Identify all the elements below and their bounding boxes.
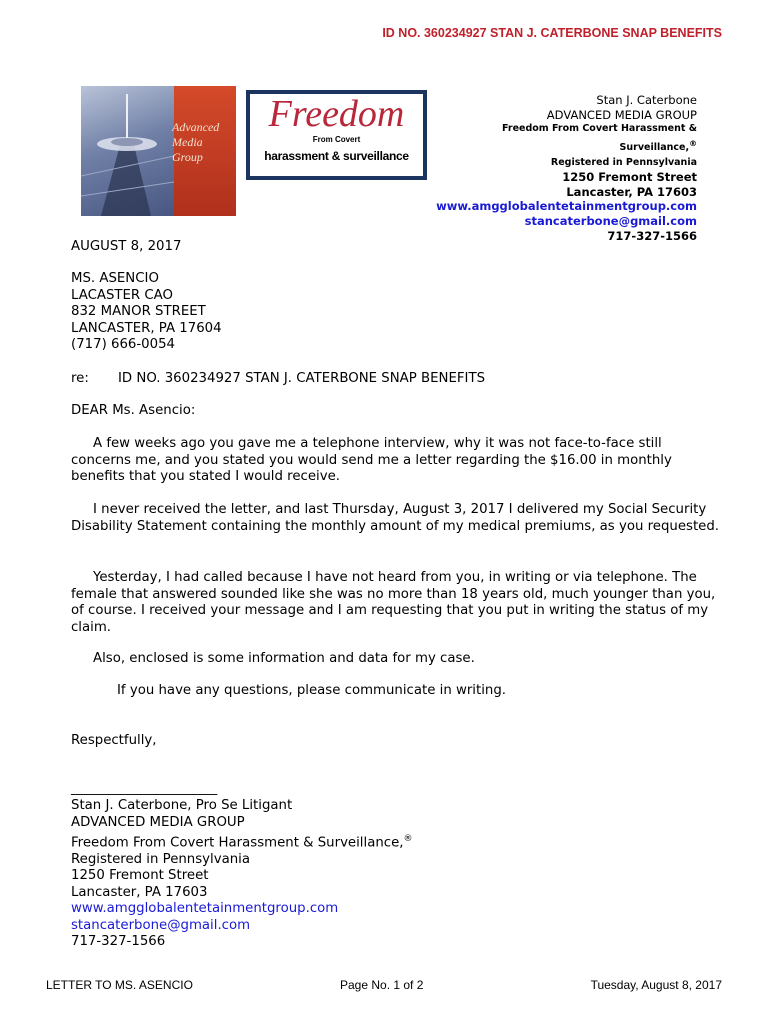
recipient-address-block [71,271,721,354]
salutation: DEAR Ms. Asencio: [71,403,196,418]
sender-phone: 717-327-1566 [607,228,697,243]
sender-freedom-line2: Surveillance,® [619,138,697,153]
signature-city: Lancaster, PA 17603 [71,884,208,900]
signature-name: Stan J. Caterbone, Pro Se Litigant [71,798,293,813]
signature-org: ADVANCED MEDIA GROUP [71,814,245,830]
registered-mark: ® [689,138,697,148]
recipient-city: LANCASTER, PA 17604 [71,320,222,336]
sender-website-link[interactable]: www.amgglobalentetainmentgroup.com [436,199,697,214]
signature-email-link[interactable]: stancaterbone@gmail.com [71,917,251,933]
recipient-office: LACASTER CAO [71,287,173,303]
signature-line: ______________________ [71,781,218,796]
amg-logo-text: Advanced Media Group [172,120,220,164]
signature-street: 1250 Fremont Street [71,868,209,884]
footer-left: LETTER TO MS. ASENCIO [46,978,193,992]
footer-page-number: Page No. 1 of 2 [340,978,424,992]
signature-website-link[interactable]: www.amgglobalentetainmentgroup.com [71,901,339,917]
registered-mark: ® [403,834,413,844]
signature-block [71,798,721,951]
sender-street: 1250 Fremont Street [562,170,697,185]
paragraph-3: Yesterday, I had called because I have not heard from you, in writing or via telephone. The female that answered sounded like she was no more than 18 years old, much younger than you, of course. I received your message and I am requesting that you put in writing the status of my claim. [71,570,716,635]
re-line [71,371,721,388]
sender-org: ADVANCED MEDIA GROUP [546,107,697,122]
freedom-logo-subtitle: From Covert [312,135,361,144]
sender-name: Stan J. Caterbone [596,93,697,107]
paragraph-4: Also, enclosed is some information and data for my case. [93,651,475,666]
closing: Respectfully, [71,733,157,748]
sender-address-block [436,93,697,243]
recipient-street: 832 MANOR STREET [71,304,206,319]
sender-city: Lancaster, PA 17603 [566,184,697,199]
paragraph-2: I never received the letter, and last Thursday, August 3, 2017 I delivered my Social Security Disability Statement containing the monthly amount of my medical premiums, as you requested. [71,502,720,534]
sender-freedom-line1: Freedom From Covert Harassment & [502,123,697,135]
recipient-name: MS. ASENCIO [71,271,159,286]
recipient-phone: (717) 666-0054 [71,337,175,352]
footer-date: Tuesday, August 8, 2017 [590,978,722,992]
paragraph-1: A few weeks ago you gave me a telephone interview, why it was not face-to-face still concerns me, and you stated you would send me a letter regarding the $16.00 in monthly benefits that you stated I would receive. [71,436,672,484]
letter-date: AUGUST 8, 2017 [71,239,182,254]
freedom-from-covert-logo [246,90,427,180]
freedom-logo-tagline: harassment & surveillance [264,149,409,163]
document-id-header: ID NO. 360234927 STAN J. CATERBONE SNAP BENEFITS [382,26,722,40]
paragraph-5: If you have any questions, please communicate in writing. [117,683,507,698]
signature-phone: 717-327-1566 [71,934,166,950]
signature-freedom: Freedom From Covert Harassment & Surveillance,® [71,834,413,851]
advanced-media-group-logo [81,86,236,216]
freedom-logo-word: Freedom [268,93,405,135]
re-label: re: [71,371,89,386]
signature-registered: Registered in Pennsylvania [71,851,251,867]
sender-email-link[interactable]: stancaterbone@gmail.com [524,213,697,228]
sender-registered: Registered in Pennsylvania [550,156,697,168]
re-text: ID NO. 360234927 STAN J. CATERBONE SNAP BENEFITS [118,371,486,386]
